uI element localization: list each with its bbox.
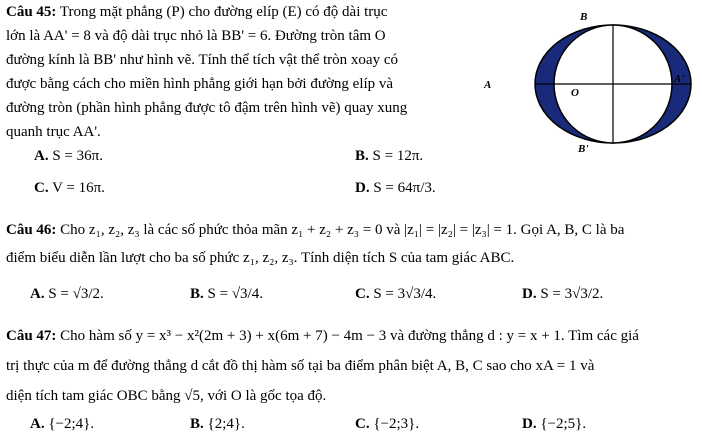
q47-option-b-key: B. xyxy=(190,416,204,432)
q45-option-c-text: V = 16π. xyxy=(52,180,105,196)
label-a-prime: A' xyxy=(674,73,685,85)
label-a: A xyxy=(484,79,492,91)
q47-option-d[interactable] xyxy=(522,414,586,434)
q47-option-a[interactable] xyxy=(30,414,94,434)
q45-line-4: được bằng cách cho miền hình phẳng giới hạn bởi đường elíp và xyxy=(6,76,394,92)
q45-option-b[interactable] xyxy=(355,146,423,166)
q47-option-c[interactable] xyxy=(355,414,419,434)
q45-option-c-key: C. xyxy=(34,180,49,196)
q45-line-1 xyxy=(6,2,387,22)
q47-option-b[interactable] xyxy=(190,414,245,434)
q46-option-c-text: S = 3√3/4. xyxy=(373,286,437,302)
ellipse-diagram xyxy=(478,2,700,162)
q46-option-c-key: C. xyxy=(355,286,370,302)
q46-text-1: Cho z₁, z₂, z₃ là các số phức thỏa mãn z₁ + z₂ + z₃ = 0 và |z₁| = |z₂| = |z₃| = 1. Gọi A, B, C là ba xyxy=(60,222,625,238)
q46-option-d[interactable] xyxy=(522,284,603,304)
q47-line-2: trị thực của m để đường thẳng d cắt đồ thị hàm số tại ba điểm phân biệt A, B, C sao cho xA = 1 và xyxy=(6,358,595,374)
q46-line-1 xyxy=(6,220,624,240)
q47-option-d-key: D. xyxy=(522,416,537,432)
q46-option-b[interactable] xyxy=(190,284,263,304)
q45-option-a-text: S = 36π. xyxy=(52,148,103,164)
q46-option-a-text: S = √3/2. xyxy=(48,286,104,302)
label-b: B xyxy=(580,11,588,23)
label-o: O xyxy=(571,87,579,99)
q45-option-b-key: B. xyxy=(355,148,369,164)
q45-line-2: lớn là AA' = 8 và độ dài trục nhỏ là BB' = 6. Đường tròn tâm O xyxy=(6,28,386,44)
q47-option-d-text: {−2;5}. xyxy=(540,416,587,432)
q45-text-1: Trong mặt phẳng (P) cho đường elíp (E) có độ dài trục xyxy=(59,4,388,20)
q47-line-3: diện tích tam giác OBC bằng √5, với O là gốc tọa độ. xyxy=(6,388,327,404)
q47-option-a-key: A. xyxy=(30,416,45,432)
q46-option-b-key: B. xyxy=(190,286,204,302)
q45-line-3: đường kính là BB' như hình vẽ. Tính thể tích vật thể tròn xoay có xyxy=(6,52,398,68)
q46-option-d-text: S = 3√3/2. xyxy=(540,286,604,302)
q46-option-a-key: A. xyxy=(30,286,45,302)
q46-option-a[interactable] xyxy=(30,284,104,304)
q47-label: Câu 47: xyxy=(6,328,57,344)
q45-option-d-key: D. xyxy=(355,180,370,196)
q45-option-d[interactable] xyxy=(355,178,436,198)
q45-line-6: quanh trục AA'. xyxy=(6,124,101,140)
q46-line-2: điểm biểu diễn lần lượt cho ba số phức z₁, z₂, z₃. Tính diện tích S của tam giác ABC. xyxy=(6,250,515,266)
q47-option-c-key: C. xyxy=(355,416,370,432)
q47-text-1: Cho hàm số y = x³ − x²(2m + 3) + x(6m + 7) − 4m − 3 và đường thẳng d : y = x + 1. Tìm các giá xyxy=(60,328,639,344)
q45-option-a-key: A. xyxy=(34,148,49,164)
q45-option-c[interactable] xyxy=(34,178,105,198)
q46-option-c[interactable] xyxy=(355,284,436,304)
q46-option-b-text: S = √3/4. xyxy=(207,286,263,302)
q46-label: Câu 46: xyxy=(6,222,57,238)
q45-option-b-text: S = 12π. xyxy=(372,148,424,164)
q46-option-d-key: D. xyxy=(522,286,537,302)
ellipse-figure xyxy=(478,2,700,162)
q47-option-c-text: {−2;3}. xyxy=(373,416,420,432)
q47-option-b-text: {2;4}. xyxy=(207,416,245,432)
q47-option-a-text: {−2;4}. xyxy=(48,416,95,432)
q47-line-1 xyxy=(6,326,639,346)
q45-option-a[interactable] xyxy=(34,146,103,166)
label-b-prime: B' xyxy=(578,143,589,155)
q45-label: Câu 45: xyxy=(6,4,57,20)
q45-option-d-text: S = 64π/3. xyxy=(373,180,436,196)
q45-line-5: đường tròn (phần hình phẳng được tô đậm trên hình vẽ) quay xung xyxy=(6,100,408,116)
